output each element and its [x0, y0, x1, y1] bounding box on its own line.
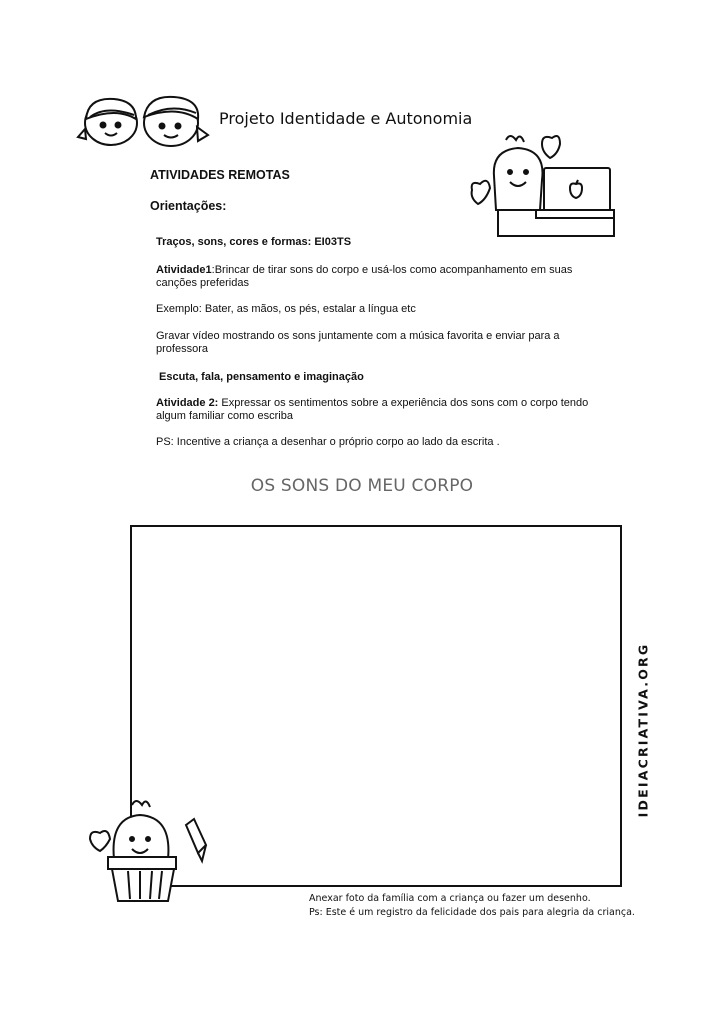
remote-activities-heading: ATIVIDADES REMOTAS: [150, 168, 290, 182]
activity-2: [156, 397, 596, 423]
field-experience-2: Escuta, fala, pensamento e imaginação: [159, 371, 364, 383]
activity-2-label: Atividade 2:: [156, 397, 219, 409]
footer-line-1: Anexar foto da família com a criança ou fazer um desenho.: [309, 893, 591, 904]
activity-1-text: :Brincar de tirar sons do corpo e usá-los como acompanhamento em suas canções preferidas: [156, 264, 573, 289]
cactus-laptop-icon: [466, 130, 616, 240]
cactus-pencil-icon: [88, 795, 213, 905]
activity-2-text: Expressar os sentimentos sobre a experiência dos sons com o corpo tendo algum familiar como escriba: [156, 397, 589, 422]
watermark: [635, 642, 651, 818]
activity-1: [156, 264, 596, 290]
footer-line-2: Ps: Este é um registro da felicidade dos pais para alegria da criança.: [309, 907, 635, 918]
ps-note: PS: Incentive a criança a desenhar o próprio corpo ao lado da escrita .: [156, 436, 500, 448]
page-title: Projeto Identidade e Autonomia: [219, 109, 473, 128]
record-video-text: Gravar vídeo mostrando os sons juntamente com a música favorita e enviar para a professora: [156, 330, 560, 355]
drawing-title: OS SONS DO MEU CORPO: [250, 476, 474, 496]
watermark-text: IDEIACRIATIVA.ORG: [635, 642, 651, 818]
example-text: Exemplo: Bater, as mãos, os pés, estalar a língua etc: [156, 303, 416, 315]
two-children-icon: [76, 93, 216, 153]
orientations-heading: Orientações:: [150, 199, 227, 213]
field-experience-1: Traços, sons, cores e formas: EI03TS: [156, 236, 352, 248]
activity-1-label: Atividade1: [156, 264, 212, 276]
